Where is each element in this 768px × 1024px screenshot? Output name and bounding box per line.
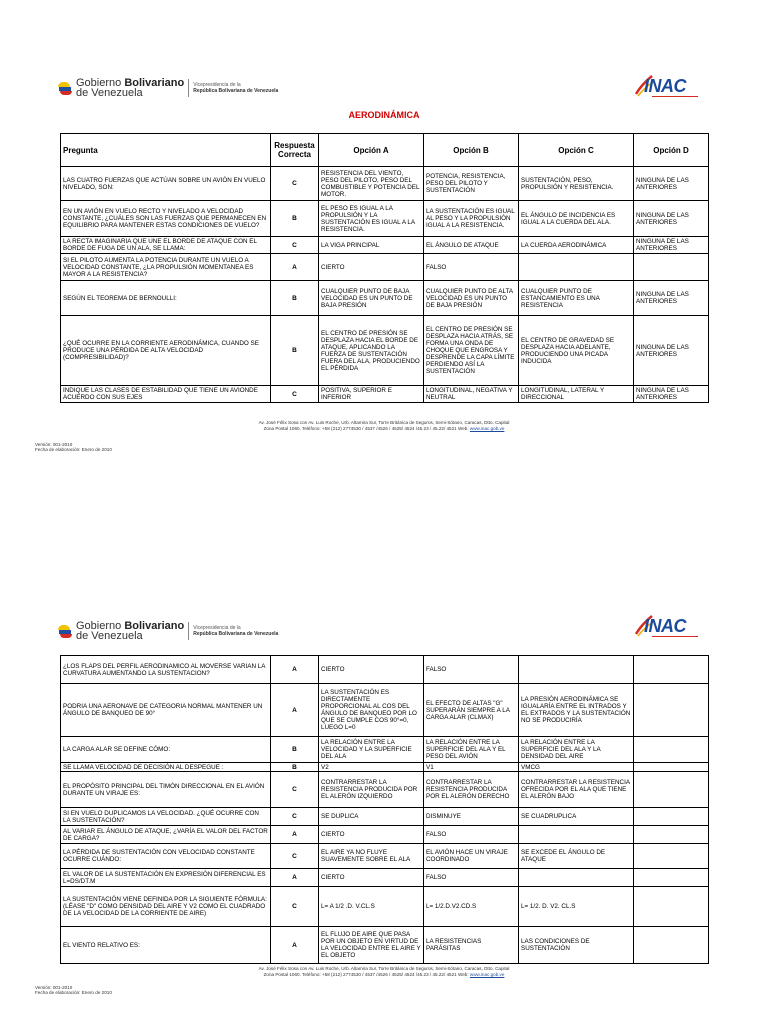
option-c-cell: EL ÁNGULO DE INCIDENCIA ES IGUAL A LA CUERDA DEL ALA.	[519, 201, 634, 237]
column-header-pregunta: Pregunta	[61, 134, 271, 167]
option-c-cell: SE EXCEDE EL ÁNGULO DE ATAQUE	[519, 844, 634, 869]
gov-brand-line1: Gobierno	[76, 620, 122, 632]
option-a-cell: CIERTO	[319, 826, 424, 844]
question-cell: EN UN AVIÓN EN VUELO RECTO Y NIVELADO A VELOCIDAD CONSTANTE, ¿CUÁLES SON LAS FUERZAS QUE PERMANECEN EN EQUILIBRIO PARA MANTENER ESTAS CONDICIONES DE VUELO?	[61, 201, 271, 237]
inac-logo	[634, 74, 698, 102]
option-a-cell: EL FLUJO DE AIRE QUE PASA POR UN OBJETO EN VIRTUD DE LA VELOCIDAD ENTRE EL AIRE Y EL OBJETO	[319, 927, 424, 964]
option-b-cell: EL AVIÓN HACE UN VIRAJE COORDINADO	[424, 844, 519, 869]
column-header-opcion-c: Opción C	[519, 134, 634, 167]
version-label: Versión: 001-2010	[35, 442, 73, 447]
table-row	[61, 167, 709, 201]
question-cell: LA SUSTENTACIÓN VIENE DEFINIDA POR LA SIGUIENTE FÓRMULA: (LÉASE "D" COMO DENSIDAD DEL AIRE Y V2 COMO EL CUADRADO DE LA VELOCIDAD DE LA CORRIENTE DE AIRE)	[61, 887, 271, 927]
option-c-cell	[519, 869, 634, 887]
option-a-cell: SE DUPLICA	[319, 808, 424, 826]
venezuela-flag-icon	[58, 622, 74, 640]
option-a-cell: CIERTO	[319, 869, 424, 887]
option-d-cell	[634, 808, 709, 826]
answer-cell: B	[271, 281, 319, 316]
question-cell: INDIQUE LAS CLASES DE ESTABILIDAD QUE TIENE UN AVIONDE ACUERDO CON SUS EJES	[61, 386, 271, 403]
answer-cell: B	[271, 737, 319, 763]
option-b-cell: FALSO	[424, 869, 519, 887]
question-cell: PODRIA UNA AERONAVE DE CATEGORIA NORMAL MANTENER UN ÁNGULO DE BANQUEO DE 90°	[61, 684, 271, 737]
question-cell: EL VALOR DE LA SUSTENTACIÓN EN EXPRESIÓN DIFERENCIAL ES L=DS/DT.M	[61, 869, 271, 887]
option-a-cell: L= A 1/2 .D. V.CL.S	[319, 887, 424, 927]
gov-brand-line2: de Venezuela	[76, 630, 143, 642]
option-c-cell: SUSTENTACIÓN, PESO, PROPULSIÓN Y RESISTENCIA.	[519, 167, 634, 201]
option-b-cell: CONTRARRESTAR LA RESISTENCIA PRODUCIDA POR EL ALERÓN DERECHO	[424, 772, 519, 808]
option-a-cell: POSITIVA, SUPERIOR E INFERIOR	[319, 386, 424, 403]
option-d-cell	[634, 927, 709, 964]
option-d-cell	[634, 844, 709, 869]
option-c-cell: LA PRESIÓN AERODINÁMICA SE IGUALARÍA ENTRE EL INTRADOS Y EL EXTRADOS Y LA SUSTENTACIÓN NO SE PRODUCIRÍA	[519, 684, 634, 737]
answer-cell: C	[271, 844, 319, 869]
question-cell: EL PROPÓSITO PRINCIPAL DEL TIMÓN DIRECCIONAL EN EL AVIÓN DURANTE UN VIRAJE ES:	[61, 772, 271, 808]
gov-brand-line1-bold: Bolivariano	[124, 77, 185, 89]
option-b-cell: FALSO	[424, 656, 519, 684]
question-cell: SE LLAMA VELOCIDAD DE DECISIÓN AL DESPEGUE :	[61, 763, 271, 772]
question-cell: SI EL PILOTO AUMENTA LA POTENCIA DURANTE UN VUELO A VELOCIDAD CONSTANTE, ¿LA PROPULSIÓN MOMENTANEA ES MAYOR A LA RESISTENCIA?	[61, 254, 271, 281]
option-b-cell: EL CENTRO DE PRESIÓN SE DESPLAZA HACIA ATRÁS, SE FORMA UNA ONDA DE CHOQUE QUE ENGROSA Y DESPRENDE LA CAPA LÍMITE PERDIENDO ASÍ LA SUSTENTACIÓN	[424, 316, 519, 386]
inac-logo	[634, 614, 698, 642]
elaboration-date: Fecha de elaboración: Enero de 2010	[35, 447, 112, 452]
answer-cell: C	[271, 887, 319, 927]
option-d-cell	[634, 772, 709, 808]
column-header-respuesta: Respuesta Correcta	[271, 134, 319, 167]
question-cell: SI EN VUELO DUPLICAMOS LA VELOCIDAD. ¿QUÉ OCURRE CON LA SUSTENTACIÓN?	[61, 808, 271, 826]
option-d-cell	[634, 254, 709, 281]
option-b-cell: LA RELACIÓN ENTRE LA SUPERFICIE DEL ALA Y EL PESO DEL AVIÓN	[424, 737, 519, 763]
option-b-cell: LA SUSTENTACIÓN ES IGUAL AL PESO Y LA PROPULSIÓN IGUAL A LA RESISTENCIA.	[424, 201, 519, 237]
option-c-cell: L= 1/2. D. V2. CL.S	[519, 887, 634, 927]
option-c-cell: VMCG	[519, 763, 634, 772]
option-c-cell: SE CUADRUPLICA	[519, 808, 634, 826]
table-row	[61, 281, 709, 316]
address-line1: Av. José Félix Sosa con Av. Luis Roche, Urb. Altamira Sur, Torre Británica de Seguros, Semi-Sótano, Caracas, Dtto. Capital	[258, 420, 510, 425]
answer-cell: A	[271, 684, 319, 737]
option-b-cell: FALSO	[424, 826, 519, 844]
answer-cell: A	[271, 254, 319, 281]
table-row	[61, 887, 709, 927]
option-d-cell	[634, 737, 709, 763]
option-c-cell	[519, 656, 634, 684]
version-info	[35, 985, 112, 995]
inac-logo-underline	[652, 636, 698, 637]
option-a-cell: LA SUSTENTACIÓN ES DIRECTAMENTE PROPORCIONAL AL COS DEL ÁNGULO DE BANQUEO POR LO QUE SE CUMPLE COS 90°=0, LUEGO L=0	[319, 684, 424, 737]
option-c-cell: LAS CONDICIONES DE SUSTENTACIÓN	[519, 927, 634, 964]
version-info	[35, 442, 112, 452]
question-cell: SEGÚN EL TEOREMA DE BERNOULLI:	[61, 281, 271, 316]
table-row	[61, 869, 709, 887]
question-cell: ¿QUÉ OCURRE EN LA CORRIENTE AERODINÁMICA, CUANDO SE PRODUCE UNA PÉRDIDA DE ALTA VELOCIDAD (COMPRESIBILIDAD)?	[61, 316, 271, 386]
option-b-cell: EL ÁNGULO DE ATAQUE	[424, 237, 519, 254]
address-footer	[0, 966, 768, 978]
question-cell: LAS CUATRO FUERZAS QUE ACTÚAN SOBRE UN AVIÓN EN VUELO NIVELADO, SON:	[61, 167, 271, 201]
table-row	[61, 763, 709, 772]
vice-line1: Vicepresidencia de la	[193, 625, 241, 631]
column-header-opcion-a: Opción A	[319, 134, 424, 167]
option-c-cell	[519, 254, 634, 281]
website-link[interactable]: www.inac.gob.ve	[469, 972, 505, 977]
option-d-cell	[634, 763, 709, 772]
option-a-cell: CIERTO	[319, 254, 424, 281]
logo-divider	[188, 79, 189, 97]
option-b-cell: V1	[424, 763, 519, 772]
table-row	[61, 684, 709, 737]
option-d-cell: NINGUNA DE LAS ANTERIORES	[634, 237, 709, 254]
option-d-cell: NINGUNA DE LAS ANTERIORES	[634, 167, 709, 201]
option-a-cell: EL CENTRO DE PRESIÓN SE DESPLAZA HACIA EL BORDE DE ATAQUE, APLICANDO LA FUERZA DE SUSTENTACIÓN FUERA DEL ALA, PRODUCIENDO EL PÉRDIDA	[319, 316, 424, 386]
document-title: AERODINÁMICA	[348, 110, 420, 120]
question-cell: LA CARGA ALAR SE DEFINE CÓMO:	[61, 737, 271, 763]
inac-logo-text: INAC	[644, 616, 686, 636]
option-d-cell: NINGUNA DE LAS ANTERIORES	[634, 386, 709, 403]
address-line2: Zona Postal 1060. Teléfono: +58 (212) 2774530 / 4537 /4526 / 4525/ 4524 /45.23 / 45.22/ 4521 Web:	[263, 972, 469, 977]
option-b-cell: LONGITUDINAL, NEGATIVA Y NEUTRAL	[424, 386, 519, 403]
answer-cell: C	[271, 808, 319, 826]
table-row	[61, 316, 709, 386]
answer-cell: B	[271, 763, 319, 772]
gov-brand-line2: de Venezuela	[76, 87, 143, 99]
answer-cell: A	[271, 656, 319, 684]
option-d-cell	[634, 887, 709, 927]
option-d-cell	[634, 869, 709, 887]
option-c-cell: CUALQUIER PUNTO DE ESTANCAMIENTO ES UNA RESISTENCIA	[519, 281, 634, 316]
answer-cell: C	[271, 772, 319, 808]
address-footer	[0, 420, 768, 432]
option-a-cell: EL PESO ES IGUAL A LA PROPULSIÓN Y LA SUSTENTACIÓN ES IGUAL A LA RESISTENCIA.	[319, 201, 424, 237]
option-c-cell: CONTRARRESTAR LA RESISTENCIA OFRECIDA POR EL ALA QUE TIENE EL ALERÓN BAJO	[519, 772, 634, 808]
gobierno-bolivariano-logo	[58, 621, 278, 641]
vice-line1: Vicepresidencia de la	[193, 82, 241, 88]
option-d-cell	[634, 826, 709, 844]
venezuela-flag-icon	[58, 79, 74, 97]
table-header-row	[61, 134, 709, 167]
option-c-cell: LA CUERDA AERODINÁMICA	[519, 237, 634, 254]
answer-cell: C	[271, 237, 319, 254]
table-row	[61, 201, 709, 237]
option-a-cell: CONTRARRESTAR LA RESISTENCIA PRODUCIDA POR EL ALERÓN IZQUIERDO	[319, 772, 424, 808]
option-a-cell: V2	[319, 763, 424, 772]
column-header-opcion-d: Opción D	[634, 134, 709, 167]
option-b-cell: FALSO	[424, 254, 519, 281]
option-c-cell: LONGITUDINAL, LATERAL Y DIRECCIONAL	[519, 386, 634, 403]
answer-cell: B	[271, 201, 319, 237]
table-row	[61, 737, 709, 763]
option-b-cell: DISMINUYE	[424, 808, 519, 826]
option-d-cell	[634, 684, 709, 737]
question-cell: EL VIENTO RELATIVO ES:	[61, 927, 271, 964]
option-c-cell: LA RELACIÓN ENTRE LA SUPERFICIE DEL ALA Y LA DENSIDAD DEL AIRE	[519, 737, 634, 763]
answer-cell: A	[271, 927, 319, 964]
website-link[interactable]: www.inac.gob.ve	[469, 426, 505, 431]
option-a-cell: EL AIRE YA NO FLUYE SUAVEMENTE SOBRE EL ALA	[319, 844, 424, 869]
table-row	[61, 254, 709, 281]
answer-cell: A	[271, 826, 319, 844]
table-row	[61, 927, 709, 964]
option-b-cell: EL EFECTO DE ALTAS "G" SUPERARÁN SIEMPRE A LA CARGA ALAR (CLMAX)	[424, 684, 519, 737]
option-d-cell: NINGUNA DE LAS ANTERIORES	[634, 281, 709, 316]
gov-brand-line1-bold: Bolivariano	[124, 620, 185, 632]
vice-line2: República Bolivariana de Venezuela	[193, 88, 279, 94]
option-d-cell: NINGUNA DE LAS ANTERIORES	[634, 316, 709, 386]
table-row	[61, 237, 709, 254]
vice-line2: República Bolivariana de Venezuela	[193, 631, 279, 637]
version-label: Versión: 001-2010	[35, 985, 73, 990]
question-cell: LA RECTA IMAGINARIA QUE UNE EL BORDE DE ATAQUE CON EL BORDE DE FUGA DE UN ALA, SE LLAMA:	[61, 237, 271, 254]
answer-cell: C	[271, 386, 319, 403]
option-b-cell: L= 1/2.D.V2.CD.S	[424, 887, 519, 927]
option-c-cell	[519, 826, 634, 844]
option-d-cell: NINGUNA DE LAS ANTERIORES	[634, 201, 709, 237]
table-row	[61, 656, 709, 684]
table-row	[61, 844, 709, 869]
option-b-cell: POTENCIA, RESISTENCIA, PESO DEL PILOTO Y SUSTENTACIÓN	[424, 167, 519, 201]
table-row	[61, 772, 709, 808]
address-line1: Av. José Félix Sosa con Av. Luis Roche, Urb. Altamira Sur, Torre Británica de Seguros, Semi-Sótano, Caracas, Dtto. Capital	[258, 966, 510, 971]
gobierno-bolivariano-logo	[58, 78, 278, 98]
option-a-cell: CUALQUIER PUNTO DE BAJA VELOCIDAD ES UN PUNTO DE BAJA PRESIÓN	[319, 281, 424, 316]
document-page-2	[0, 512, 768, 1024]
answer-cell: C	[271, 167, 319, 201]
option-c-cell: EL CENTRO DE GRAVEDAD SE DESPLAZA HACIA ADELANTE, PRODUCIENDO UNA PICADA INDUCIDA	[519, 316, 634, 386]
table-row	[61, 808, 709, 826]
option-d-cell	[634, 656, 709, 684]
column-header-opcion-b: Opción B	[424, 134, 519, 167]
inac-logo-text: INAC	[644, 76, 686, 96]
answer-cell: A	[271, 869, 319, 887]
questions-table-page-2	[60, 655, 709, 964]
elaboration-date: Fecha de elaboración: Enero de 2010	[35, 990, 112, 995]
option-a-cell: RESISTENCIA DEL VIENTO, PESO DEL PILOTO, PESO DEL COMBUSTIBLE Y POTENCIA DEL MOTOR.	[319, 167, 424, 201]
inac-logo-underline	[652, 96, 698, 97]
questions-table-page-1	[60, 133, 709, 403]
question-cell: ¿LOS FLAPS DEL PERFIL AERODINAMICO AL MOVERSE VARIAN LA CURVATURA AUMENTANDO LA SUSTENTACION?	[61, 656, 271, 684]
option-a-cell: LA VIGA PRINCIPAL	[319, 237, 424, 254]
address-line2: Zona Postal 1060. Teléfono: +58 (212) 2774530 / 4537 /4526 / 4525/ 4524 /45.23 / 45.22/ 4521 Web:	[263, 426, 469, 431]
question-cell: AL VARIAR EL ÁNGULO DE ATAQUE, ¿VARÍA EL VALOR DEL FACTOR DE CARGA?	[61, 826, 271, 844]
table-row	[61, 826, 709, 844]
gov-brand-line1: Gobierno	[76, 77, 122, 89]
table-row	[61, 386, 709, 403]
option-b-cell: CUALQUIER PUNTO DE ALTA VELOCIDAD ES UN PUNTO DE BAJA PRESIÓN	[424, 281, 519, 316]
option-a-cell: LA RELACIÓN ENTRE LA VELOCIDAD Y LA SUPERFICIE DEL ALA	[319, 737, 424, 763]
logo-divider	[188, 622, 189, 640]
answer-cell: B	[271, 316, 319, 386]
option-a-cell: CIERTO	[319, 656, 424, 684]
option-b-cell: LA RESISTENCIAS PARÁSITAS	[424, 927, 519, 964]
question-cell: LA PÉRDIDA DE SUSTENTACIÓN CON VELOCIDAD CONSTANTE OCURRE CUÁNDO:	[61, 844, 271, 869]
